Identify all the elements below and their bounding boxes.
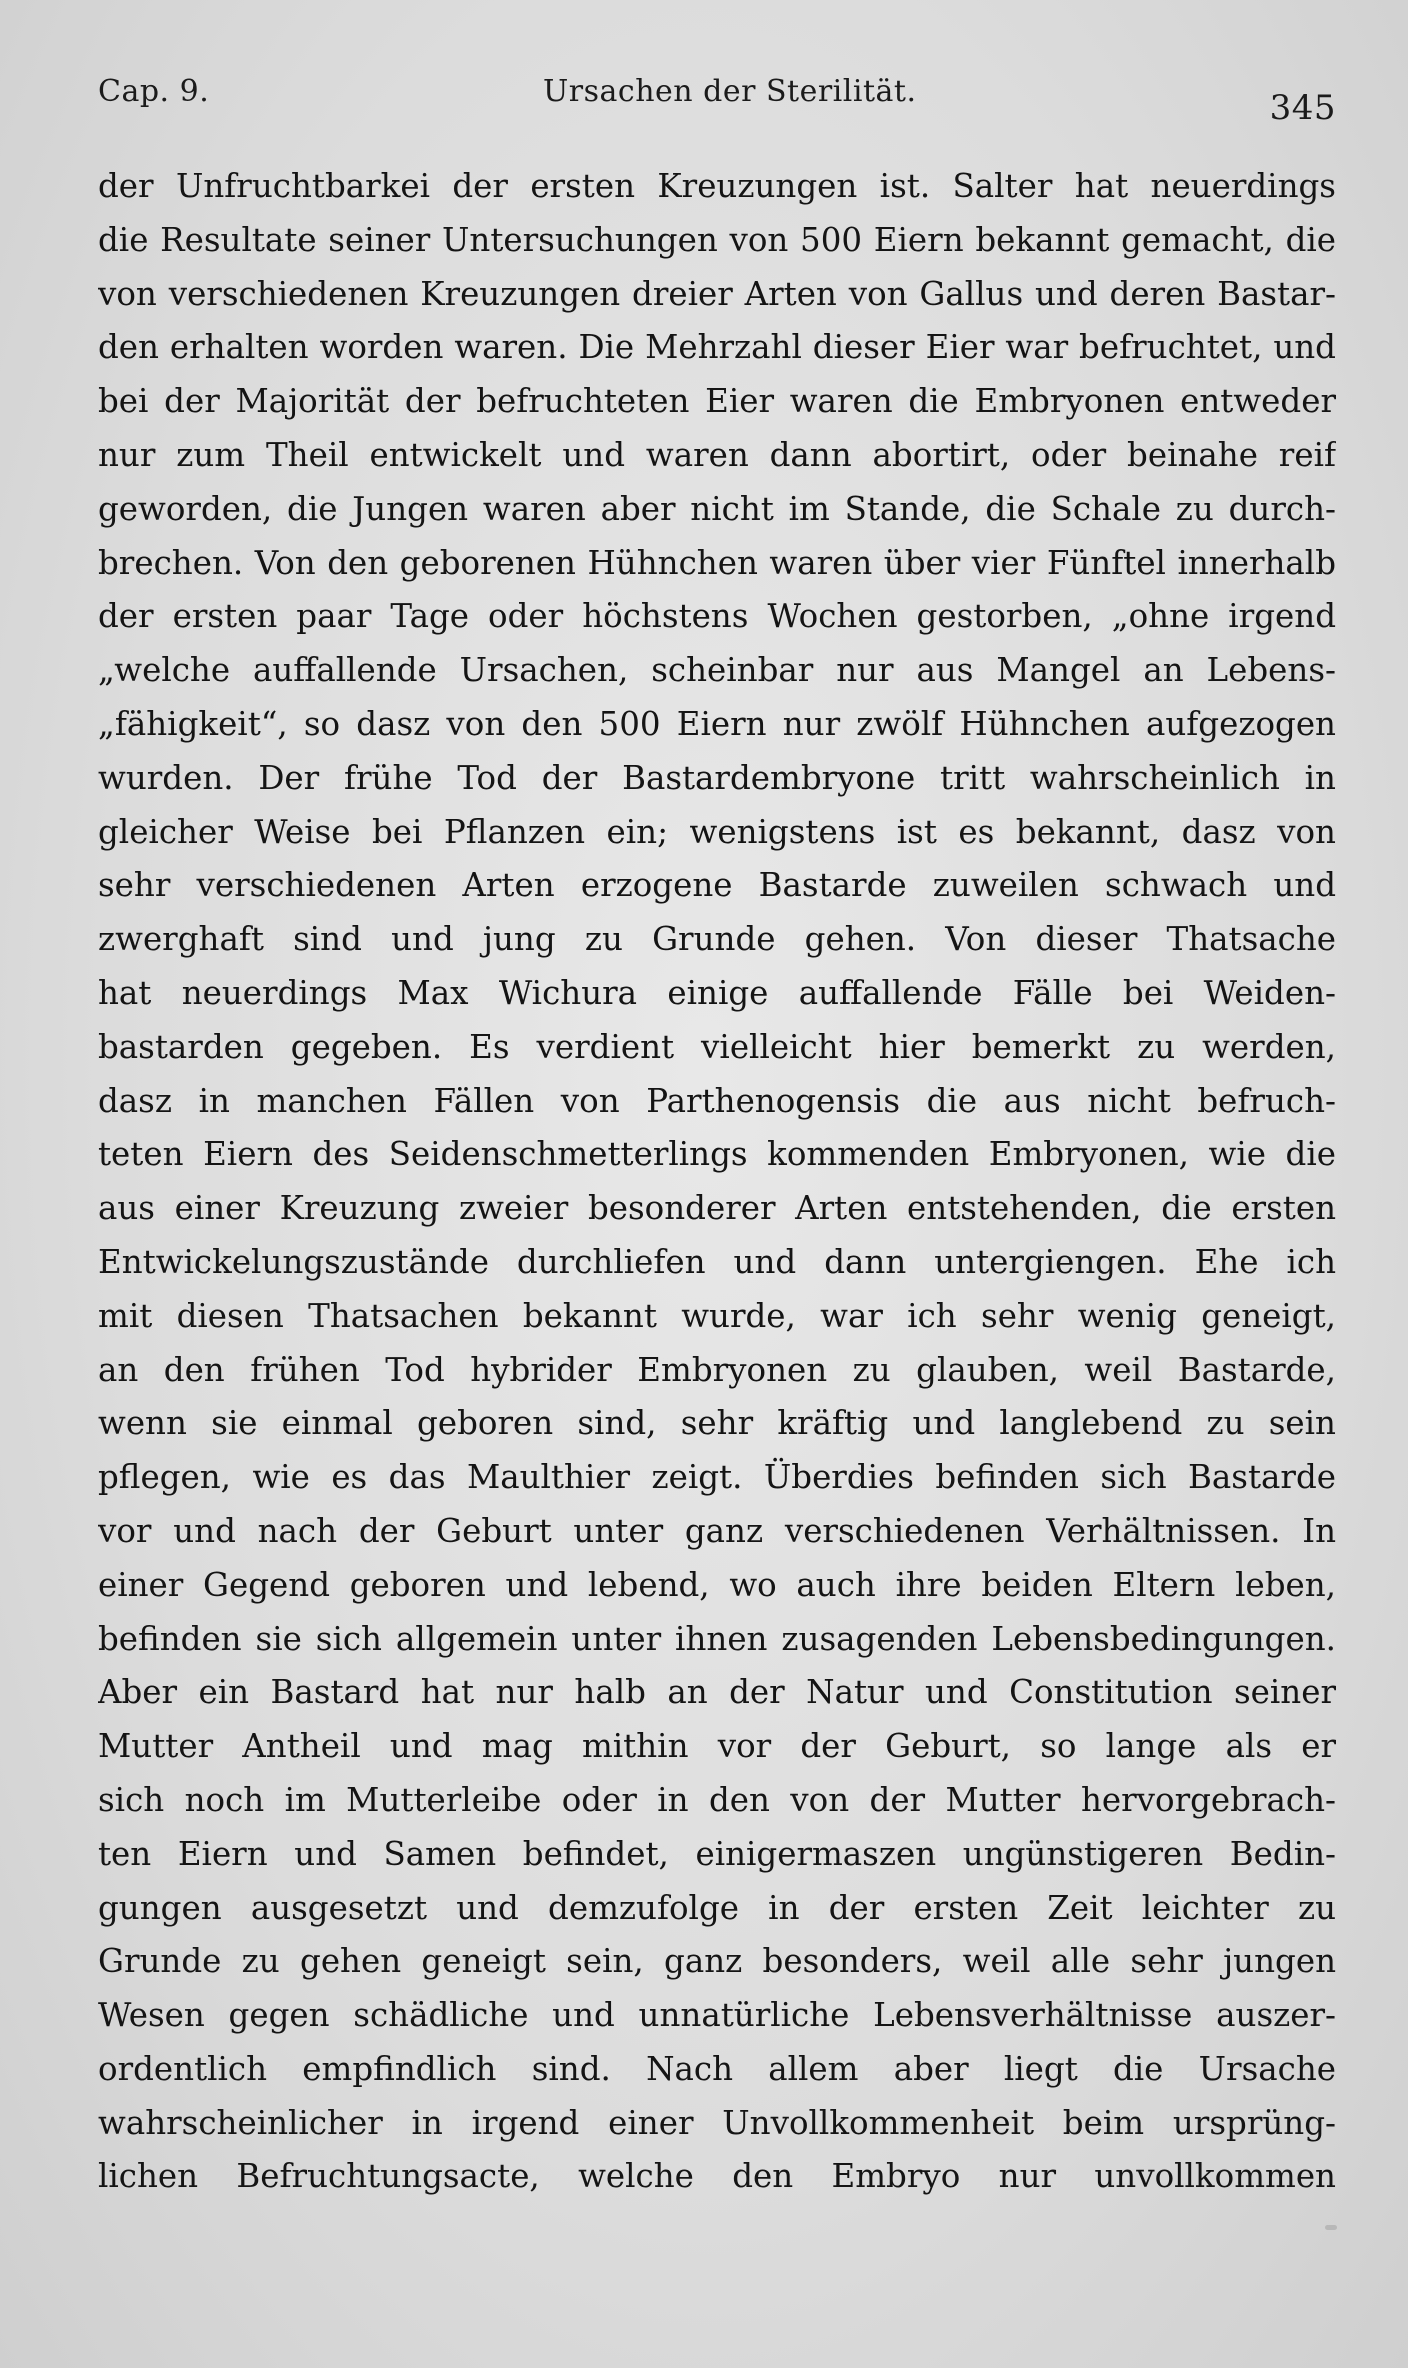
text-line: ordentlich empfindlich sind. Nach allem aber liegt die Ursache xyxy=(98,2049,1336,2088)
text-line: Aber ein Bastard hat nur halb an der Natur und Constitution seiner xyxy=(98,1673,1336,1712)
text-line: geworden, die Jungen waren aber nicht im Stande, die Schale zu durch- xyxy=(98,489,1336,528)
text-line: einer Gegend geboren und lebend, wo auch ihre beiden Eltern leben, xyxy=(98,1565,1336,1604)
text-line: an den frühen Tod hybrider Embryonen zu glauben, weil Bastarde, xyxy=(98,1350,1336,1389)
running-header xyxy=(98,74,1336,134)
text-line: wahrscheinlicher in irgend einer Unvollkommenheit beim ursprüng- xyxy=(98,2103,1336,2142)
text-line: hat neuerdings Max Wichura einige auffallende Fälle bei Weiden- xyxy=(98,973,1336,1012)
text-line: ten Eiern und Samen befindet, einigermaszen ungünstigeren Bedin- xyxy=(98,1834,1336,1873)
text-line: pflegen, wie es das Maulthier zeigt. Überdies befinden sich Bastarde xyxy=(98,1458,1336,1497)
text-line: Mutter Antheil und mag mithin vor der Geburt, so lange als er xyxy=(98,1727,1336,1766)
page-number: 345 xyxy=(1269,88,1336,128)
text-line: „fähigkeit“, so dasz von den 500 Eiern nur zwölf Hühnchen aufgezogen xyxy=(98,704,1336,743)
text-line: Entwickelungszustände durchliefen und dann untergiengen. Ehe ich xyxy=(98,1242,1336,1281)
text-line: die Resultate seiner Untersuchungen von 500 Eiern bekannt gemacht, die xyxy=(98,220,1336,259)
text-line: Grunde zu gehen geneigt sein, ganz besonders, weil alle sehr jungen xyxy=(98,1942,1336,1981)
text-line: bei der Majorität der befruchteten Eier waren die Embryonen entweder xyxy=(98,382,1336,421)
text-line: aus einer Kreuzung zweier besonderer Arten entstehenden, die ersten xyxy=(98,1189,1336,1228)
text-line: den erhalten worden waren. Die Mehrzahl dieser Eier war befruchtet, und xyxy=(98,328,1336,367)
text-line: gleicher Weise bei Pflanzen ein; wenigstens ist es bekannt, dasz von xyxy=(98,812,1336,851)
text-line: der Unfruchtbarkei der ersten Kreuzungen ist. Salter hat neuerdings xyxy=(98,167,1336,205)
running-title: Ursachen der Sterilität. xyxy=(543,74,917,109)
body-text xyxy=(98,160,1336,2204)
text-line: zwerghaft sind und jung zu Grunde gehen. Von dieser Thatsache xyxy=(98,920,1336,959)
text-line: dasz in manchen Fällen von Parthenogensis die aus nicht befruch- xyxy=(98,1081,1336,1120)
paper-speck xyxy=(1325,2225,1337,2230)
text-line: gungen ausgesetzt und demzufolge in der ersten Zeit leichter zu xyxy=(98,1888,1336,1927)
text-line: Wesen gegen schädliche und unnatürliche Lebensverhältnisse auszer- xyxy=(98,1996,1336,2035)
text-line: befinden sie sich allgemein unter ihnen zusagenden Lebensbedingungen. xyxy=(98,1619,1336,1658)
text-line: von verschiedenen Kreuzungen dreier Arten von Gallus und deren Bastar- xyxy=(98,274,1336,313)
text-line: „welche auffallende Ursachen, scheinbar nur aus Mangel an Lebens- xyxy=(98,651,1336,690)
text-line: nur zum Theil entwickelt und waren dann abortirt, oder beinahe reif xyxy=(98,435,1336,474)
text-line: wurden. Der frühe Tod der Bastardembryone tritt wahrscheinlich in xyxy=(98,758,1336,797)
text-line: brechen. Von den geborenen Hühnchen waren über vier Fünftel innerhalb xyxy=(98,543,1336,582)
text-line: mit diesen Thatsachen bekannt wurde, war ich sehr wenig geneigt, xyxy=(98,1296,1336,1335)
text-line: sich noch im Mutterleibe oder in den von der Mutter hervorgebrach- xyxy=(98,1780,1336,1819)
chapter-label: Cap. 9. xyxy=(98,74,210,109)
text-line: der ersten paar Tage oder höchstens Wochen gestorben, „ohne irgend xyxy=(98,597,1336,636)
text-line: lichen Befruchtungsacte, welche den Embryo nur unvollkommen xyxy=(98,2157,1336,2196)
text-line: sehr verschiedenen Arten erzogene Bastarde zuweilen schwach und xyxy=(98,866,1336,905)
text-line: bastarden gegeben. Es verdient vielleicht hier bemerkt zu werden, xyxy=(98,1027,1336,1066)
text-line: vor und nach der Geburt unter ganz verschiedenen Verhältnissen. In xyxy=(98,1511,1336,1550)
text-line: wenn sie einmal geboren sind, sehr kräftig und langlebend zu sein xyxy=(98,1404,1336,1443)
text-line: teten Eiern des Seidenschmetterlings kommenden Embryonen, wie die xyxy=(98,1135,1336,1174)
